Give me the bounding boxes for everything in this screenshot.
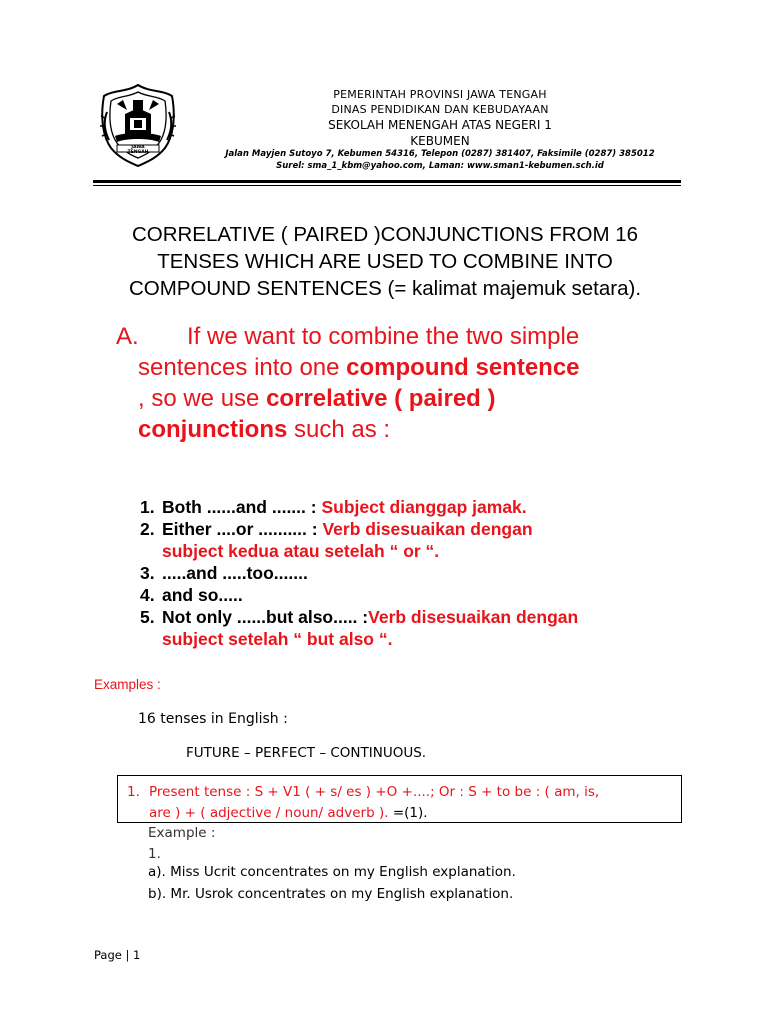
page-number: Page | 1 [94, 948, 141, 962]
title-line-2: TENSES WHICH ARE USED TO COMBINE INTO [157, 250, 613, 273]
list-item [140, 518, 720, 562]
conjunction-list [140, 496, 720, 650]
formula-line-1: Present tense : S + V1 ( + s/ es ) +O +....; Or : S + to be : ( am, is, [149, 784, 600, 800]
formula-line-2 [127, 803, 677, 824]
section-a-line-4 [116, 414, 716, 445]
title-line-3: COMPOUND SENTENCES (= kalimat majemuk setara). [128, 277, 642, 300]
letterhead-city: KEBUMEN [410, 134, 470, 148]
list-note: subject kedua atau setelah “ or “. [162, 541, 440, 561]
correlative-paired-term: correlative ( paired ) [266, 385, 496, 412]
formula-number: 1. [127, 784, 140, 800]
list-item [140, 606, 720, 650]
letterhead-address: Jalan Mayjen Sutoyo 7, Kebumen 54316, Telepon (0287) 381407, Faksimile (0287) 385012 [225, 149, 655, 159]
list-number: 2. [140, 519, 155, 539]
tenses-heading: 16 tenses in English : [138, 711, 288, 727]
crest-text: JAWA TENGAH [127, 145, 149, 155]
list-note: subject setelah “ but also “. [162, 629, 393, 649]
conjunctions-term: conjunctions [138, 416, 288, 443]
list-text: and so..... [162, 585, 243, 605]
list-text: Both ......and ....... : [162, 497, 322, 517]
list-note: Subject dianggap jamak. [321, 497, 527, 517]
list-item [140, 562, 720, 584]
formula-ref: =(1). [392, 805, 428, 821]
section-a [116, 321, 716, 445]
list-number: 3. [140, 563, 155, 583]
list-note: Verb disesuaikan dengan [368, 607, 579, 627]
list-number: 4. [140, 585, 155, 605]
section-a-text: , so we use [138, 385, 267, 412]
formula-text [127, 782, 677, 824]
list-text: Either ....or .......... : [162, 519, 323, 539]
future-perfect-continuous: FUTURE – PERFECT – CONTINUOUS. [186, 745, 427, 761]
letterhead-school-name: SEKOLAH MENENGAH ATAS NEGERI 1 [328, 118, 552, 132]
letterhead-contact: Surel: sma_1_kbm@yahoo.com, Laman: www.sman1-kebumen.sch.id [276, 161, 604, 171]
section-a-number: A. [116, 323, 139, 350]
section-a-line-3 [116, 383, 716, 414]
example-number: 1. [148, 846, 161, 862]
letterhead-line-2: DINAS PENDIDIKAN DAN KEBUDAYAAN [331, 103, 549, 116]
list-item [140, 584, 720, 606]
document-title [80, 221, 690, 302]
list-text: Not only ......but also..... : [162, 607, 369, 627]
example-label: Example : [148, 825, 216, 841]
example-sentence-b: b). Mr. Usrok concentrates on my English explanation. [148, 886, 514, 902]
example-sentence-a: a). Miss Ucrit concentrates on my English explanation. [148, 864, 516, 880]
title-line-1: CORRELATIVE ( PAIRED )CONJUNCTIONS FROM 16 [131, 223, 639, 246]
list-note: Verb disesuaikan dengan [322, 519, 533, 539]
section-a-text: sentences into one [138, 354, 347, 381]
school-crest-logo [97, 82, 179, 168]
section-a-line-1: If we want to combine the two simple [187, 323, 580, 350]
letterhead-rule-thick [93, 180, 681, 183]
section-a-line-2 [116, 352, 716, 383]
list-text: .....and .....too....... [162, 563, 308, 583]
formula-line-2-text: are ) + ( adjective / noun/ adverb ). [149, 805, 393, 821]
letterhead-rule-thin [93, 185, 681, 186]
list-number: 5. [140, 607, 155, 627]
list-number: 1. [140, 497, 155, 517]
letterhead-line-1: PEMERINTAH PROVINSI JAWA TENGAH [333, 88, 547, 101]
section-a-text: such as : [287, 416, 391, 443]
list-item [140, 496, 720, 518]
examples-label: Examples : [94, 677, 161, 692]
compound-sentence-term: compound sentence [346, 354, 580, 381]
